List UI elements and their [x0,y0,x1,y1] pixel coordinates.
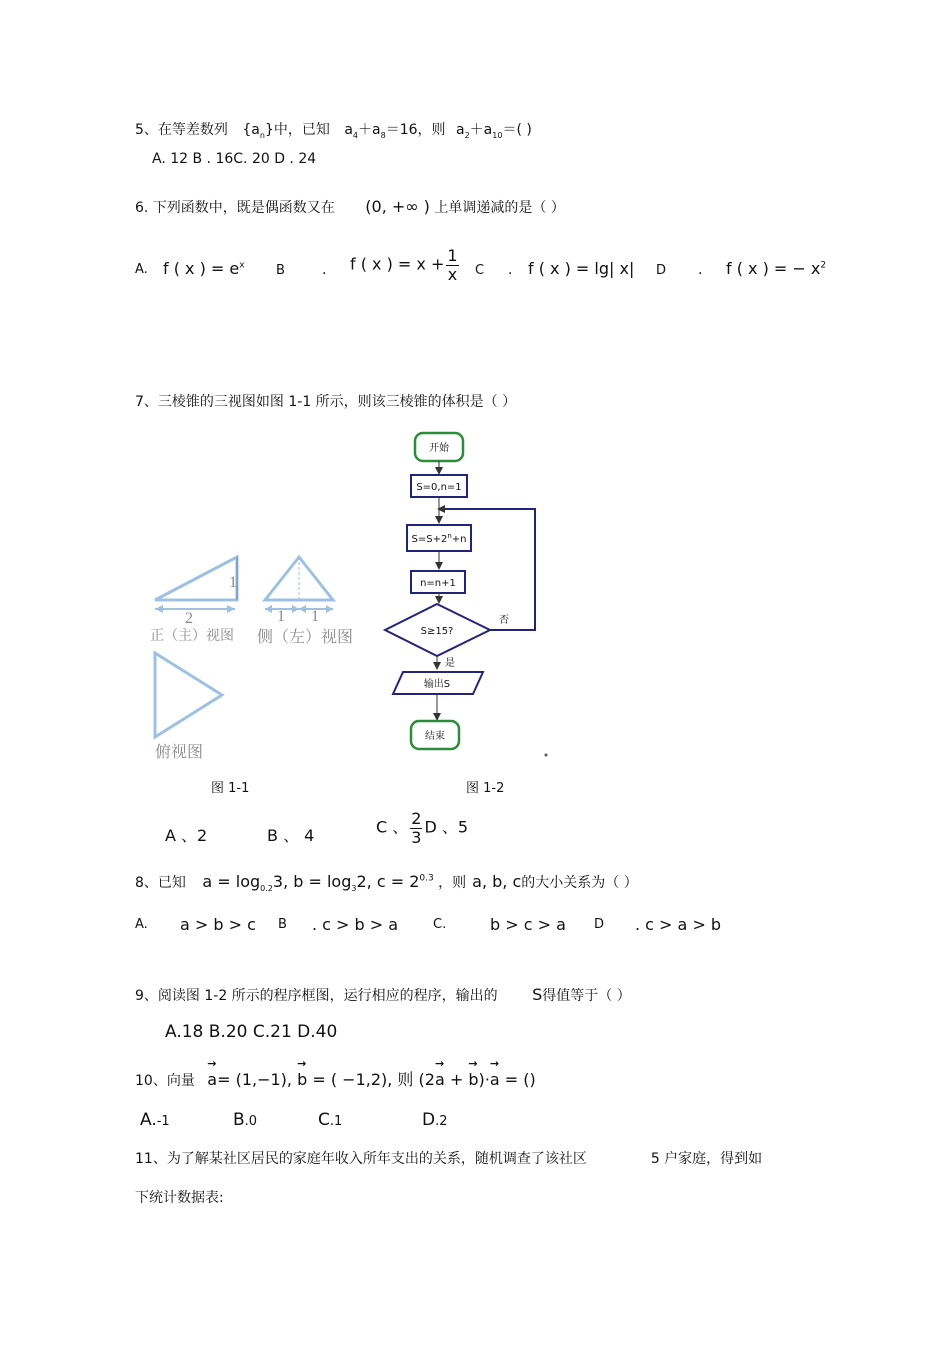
q11-line2: 下统计数据表: [135,1190,224,1206]
q7-stem: 7、三棱锥的三视图如图 1-1 所示，则该三棱锥的体积是（ ） [135,394,517,410]
q8-expression: $a = \log_{0.2}3$, $b = \log_32$, $c = 2^{0.3}$ [202,872,434,894]
q9-stem: 9、阅读图 1-2 所示的程序框图，运行相应的程序，输出的 S得值等于（ ） [135,985,631,1004]
q5-ask: $a_2+a_{10}=$( ) [455,122,532,140]
q8-opt-c: b > c > a [490,915,566,934]
q6-opt-a: f ( x ) = $e^x$ [163,259,245,278]
q6-opt-c: f ( x ) = lg| x| [528,259,635,278]
q11-line1: 11、为了解某社区居民的家庭年收入所年支出的关系，随机调查了该社区 5 户家庭，得到如 [135,1151,763,1167]
q10-expression: → a= (1,−1), → b = ( −1,2), 则 (2→ a + → b)⋅→ a = () [207,1070,535,1089]
flow-condition-text: S≥15? [420,626,454,637]
q6-opt-d: f ( x ) = − $x^2$ [726,259,827,278]
q5-sequence: $\{a_n\}$中，已知 [242,122,330,140]
side-left-label: 1 [277,608,285,625]
three-view-figure [145,545,370,770]
front-view-triangle [155,557,237,600]
q8-opt-c-label: C. [433,917,447,932]
q10-opt-b: B.0 [233,1110,258,1130]
flow-start-text: 开始 [429,443,449,454]
flowchart-figure [385,425,555,765]
q7-opt-a: A 、2 [165,826,208,845]
side-right-label: 1 [311,608,319,625]
q8-opt-a: a > b > c [180,915,256,934]
top-view-triangle [155,653,222,737]
top-view-label: 俯视图 [155,742,204,761]
front-height-label: 1 [229,574,237,591]
front-width-label: 2 [185,610,193,627]
flow-no-label: 否 [499,615,509,626]
flow-output-text: 输出S [423,679,451,690]
q6-opt-c-dot: . [508,262,513,278]
q10-opt-d: D.2 [422,1110,448,1130]
q5-options: A. 12 B . 16C. 20 D . 24 [152,151,317,167]
flow-end-text: 结束 [425,731,445,742]
q7-opt-d: D 、5 [424,817,469,837]
flow-increment-text: n=n+1 [420,578,456,589]
q10-opt-c: C.1 [318,1110,343,1130]
q8-opt-d-label: D [594,917,605,932]
q7-opt-b: B 、 4 [267,826,315,845]
q6-opt-b: f ( x ) = x + $\frac{1}{x}$ [350,246,458,284]
flow-init-text: S=0,n=1 [416,482,462,493]
flow-yes-label: 是 [445,658,455,669]
figure-1-2-caption: 图 1-2 [466,781,505,796]
q9-options: A.18 B.20 C.21 D.40 [165,1022,338,1042]
q6-opt-d-label: D [656,263,667,278]
q10-opt-a: A.-1 [140,1110,170,1130]
front-view-label: 正（主）视图 [150,628,234,644]
q6-opt-d-dot: . [698,262,703,278]
q8-opt-b-label: B [278,917,287,932]
q5-stem: 5、在等差数列 $\{a_n\}$中，已知 $a_4+a_8=16$，则 $a_2+a_{10}=$( ) [135,122,532,140]
q6-opt-b-dot: . [322,262,327,278]
q7-opt-c: C 、 $\frac{2}{3}$ D 、5 [376,809,469,847]
q8-opt-d: . c > a > b [635,915,722,934]
q6-opt-b-label: B [276,263,285,278]
q6-interval: (0, +∞ ) [365,197,430,216]
q8-opt-a-label: A. [135,917,148,932]
flow-update-text: $S=S+2^n+n$ [411,532,467,545]
q8-opt-b: . c > b > a [312,915,399,934]
q10-stem: 10、向量 → a= (1,−1), → b = ( −1,2), 则 (2→ a + → b)⋅→ a = () [135,1067,536,1090]
side-view-label: 侧（左）视图 [257,627,354,646]
q6-opt-a-label: A. [135,262,148,277]
q5-condition: $a_4+a_8=16$，则 [344,122,446,140]
q8-stem: 8、已知 $a = \log_{0.2}3$, $b = \log_32$, $c = 2^{0.3}$ ，则 a, b, c的大小关系为（ ） [135,872,638,894]
q6-stem: 6. 下列函数中，既是偶函数又在 (0, +∞ ) 上单调递减的是（ ） [135,197,565,216]
figure-1-1-caption: 图 1-1 [211,781,250,796]
q6-opt-c-label: C [475,263,485,278]
